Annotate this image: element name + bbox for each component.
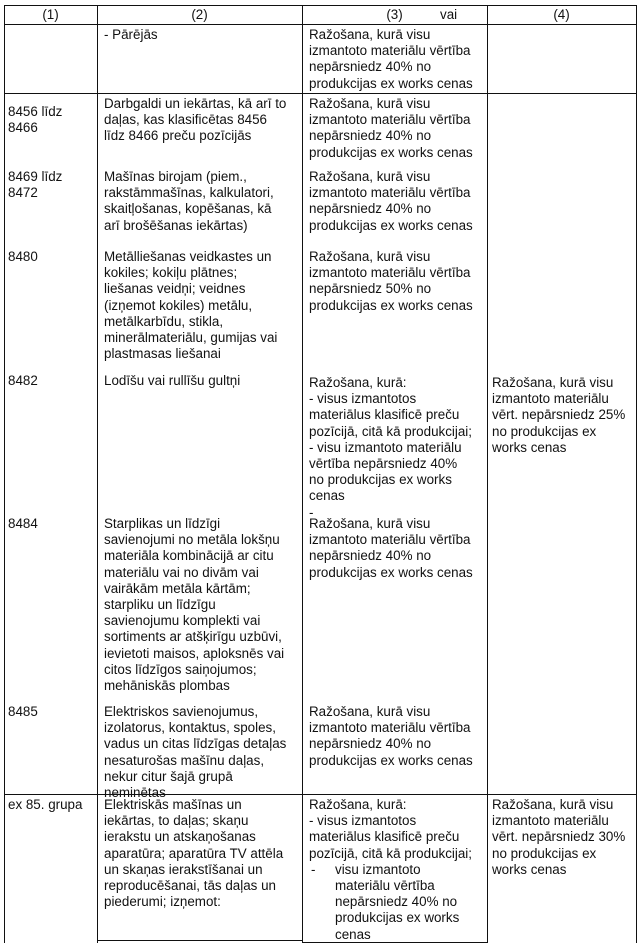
text-line: Elektriskos savienojumus,: [104, 704, 259, 719]
text-line: liešanas veidņi; veidnes: [104, 281, 246, 297]
rule-cell: [309, 375, 472, 521]
code-cell: [8, 104, 62, 136]
text-line: vairākām metāla kārtām;: [104, 580, 251, 596]
text-line: ierakstu un atskaņošanas: [104, 829, 256, 845]
code-cell: [8, 373, 38, 389]
header-col-3: (3): [386, 7, 403, 22]
header-col-2: (2): [191, 7, 208, 22]
rule-cell: [309, 249, 473, 314]
rule-cell: [309, 797, 472, 943]
text-line: neminētas: [104, 785, 166, 801]
text-line: Ražošana, kurā visu: [309, 96, 431, 111]
alternative-rule-cell: [492, 375, 625, 456]
text-line: starpliku un līdzīgu: [104, 597, 216, 613]
text-line: nepārsniedz 40% no: [309, 128, 432, 144]
header-col-4: (4): [553, 7, 570, 22]
row-divider: [4, 794, 637, 795]
text-line: 8472: [8, 185, 38, 201]
row-divider: [4, 93, 637, 94]
text-line: no produkcijas ex works: [309, 472, 452, 488]
text-line: cenas: [335, 926, 371, 942]
rule-cell: [309, 516, 473, 581]
text-line: (izņemot kokiles) metālu,: [104, 297, 253, 313]
text-line: produkcijas ex works cenas: [309, 564, 473, 580]
text-line: 8485: [8, 704, 38, 719]
text-line: no produkcijas ex: [492, 423, 597, 439]
description-cell: [104, 169, 274, 234]
text-line: vērtība nepārsniedz 40%: [309, 456, 458, 472]
text-line: Elektriskās mašīnas un: [104, 797, 242, 812]
text-line: un skaņas ierakstīšanai un: [104, 861, 263, 877]
text-line: 8456 līdz: [8, 104, 63, 119]
text-line: vērt. nepārsniedz 30%: [492, 829, 626, 845]
text-line: izmantoto materiālu: [492, 391, 609, 407]
text-line: 8484: [8, 516, 38, 531]
text-line: metālkarbīdu, stikla,: [104, 313, 224, 329]
description-cell: [104, 373, 240, 389]
description-cell: [104, 516, 284, 694]
text-line: Metālliešanas veidkastes un: [104, 249, 272, 264]
text-line: 8466: [8, 120, 38, 136]
text-line: nepārsniedz 40% no: [309, 59, 432, 75]
text-line: materiālu vai no divām vai: [104, 564, 259, 580]
text-line: - visus izmantotos: [309, 813, 417, 829]
text-line: Ražošana, kurā visu: [492, 797, 614, 812]
text-line: produkcijas ex works: [335, 910, 460, 926]
description-cell: [104, 96, 286, 145]
text-line: produkcijas ex works cenas: [309, 297, 473, 313]
text-line: Ražošana, kurā visu: [309, 516, 431, 531]
alternative-rule-cell: [492, 797, 625, 878]
code-cell: [8, 704, 38, 720]
text-line: 8480: [8, 249, 38, 264]
text-line: savienojumu komplekti vai: [104, 613, 261, 629]
description-cell: [104, 704, 286, 801]
description-cell: [104, 797, 283, 910]
text-line: vadus un citas līdzīgas detaļas: [104, 736, 287, 752]
sub-condition: [309, 862, 472, 943]
text-line: izmantoto materiālu vērtība: [309, 265, 471, 281]
text-line: Ražošana, kurā:: [309, 797, 407, 812]
text-line: izmantoto materiālu vērtība: [309, 532, 471, 548]
text-line: Starplikas un līdzīgi: [104, 516, 221, 531]
text-line: skaitļošanas, kopēšanas, kā: [104, 201, 272, 217]
rule-cell: [309, 169, 473, 234]
text-line: sortiments ar atšķirīgu uzbūvi,: [104, 629, 282, 645]
text-line: produkcijas ex works cenas: [309, 752, 473, 768]
text-line: 8482: [8, 373, 38, 388]
text-line: produkcijas ex works cenas: [309, 75, 473, 91]
text-line: vērt. nepārsniedz 25%: [492, 407, 626, 423]
text-line: materiālus klasificē preču: [309, 407, 460, 423]
text-line: - Pārējās: [104, 27, 158, 42]
partial-bottom-border: [97, 940, 303, 941]
text-line: Ražošana, kurā visu: [309, 27, 431, 42]
description-cell: [104, 27, 158, 43]
text-line: izmantoto materiālu vērtība: [309, 112, 471, 128]
column-divider-2: [302, 5, 303, 943]
code-cell: [8, 249, 38, 265]
text-line: aparatūra; aparatūra TV attēla: [104, 845, 284, 861]
text-line: mehāniskās plombas: [104, 678, 230, 694]
text-line: pozīcijā, citā kā produkcijai;: [309, 423, 472, 439]
rule-cell: [309, 704, 473, 769]
text-line: Ražošana, kurā visu: [309, 169, 431, 184]
text-line: - visus izmantotos: [309, 391, 417, 407]
text-line: produkcijas ex works cenas: [309, 217, 473, 233]
text-line: nepārsniedz 40% no: [309, 548, 432, 564]
text-line: līdz 8466 preču pozīcijās: [104, 128, 252, 144]
text-line: ex 85. grupa: [8, 797, 83, 812]
column-divider-1: [97, 5, 98, 943]
text-line: Ražošana, kurā visu: [492, 375, 614, 390]
text-line: ievietoti maisos, aploksnēs vai: [104, 645, 285, 661]
bullet-dash: -: [311, 861, 316, 877]
text-line: citos līdzīgos saiņojumos;: [104, 661, 257, 677]
text-line: plastmasas liešanai: [104, 346, 221, 362]
text-line: izmantoto materiālu vērtība: [309, 720, 471, 736]
text-line: materiālus klasificē preču: [309, 829, 460, 845]
text-line: materiāla kombinācijā ar citu: [104, 548, 274, 564]
text-line: piederumi; izņemot:: [104, 894, 221, 910]
rule-cell: [309, 27, 473, 92]
text-line: 8469 līdz: [8, 169, 63, 184]
text-line: -: [309, 504, 314, 520]
text-line: nekur citur šajā grupā: [104, 768, 233, 784]
code-cell: [8, 797, 82, 813]
text-line: daļas, kas klasificētas 8456: [104, 112, 268, 128]
text-line: iekārtas, to daļas; skaņu: [104, 813, 249, 829]
code-cell: [8, 169, 62, 201]
text-line: Mašīnas birojam (piem.,: [104, 169, 247, 184]
description-cell: [104, 249, 277, 362]
text-line: izolatorus, kontaktus, spoles,: [104, 720, 276, 736]
text-line: izmantoto materiālu vērtība: [309, 43, 471, 59]
text-line: savienojumi no metāla lokšņu: [104, 532, 280, 548]
text-line: - visu izmantoto materiālu: [309, 439, 462, 455]
text-line: produkcijas ex works cenas: [309, 144, 473, 160]
text-line: Ražošana, kurā:: [309, 375, 407, 390]
text-line: Darbgaldi un iekārtas, kā arī to: [104, 96, 287, 111]
text-line: nepārsniedz 40% no: [309, 201, 432, 217]
text-line: izmantoto materiālu: [492, 813, 609, 829]
text-line: works cenas: [492, 861, 567, 877]
text-line: nepārsniedz 50% no: [309, 281, 432, 297]
text-line: Ražošana, kurā visu: [309, 249, 431, 264]
code-cell: [8, 516, 38, 532]
text-line: minerālmateriālu, gumijas vai: [104, 330, 278, 346]
text-line: reproducēšanai, tās daļas un: [104, 878, 276, 894]
text-line: works cenas: [492, 439, 567, 455]
rule-cell: [309, 96, 473, 161]
text-line: no produkcijas ex: [492, 845, 597, 861]
text-line: kokiles; kokiļu plātnes;: [104, 265, 238, 281]
header-col-1: (1): [42, 7, 59, 22]
column-divider-3: [487, 5, 488, 943]
text-line: nepārsniedz 40% no: [335, 894, 458, 910]
text-line: nepārsniedz 40% no: [309, 736, 432, 752]
text-line: materiālu vērtība: [335, 878, 435, 894]
table-border-left: [4, 5, 5, 943]
text-line: pozīcijā, citā kā produkcijai;: [309, 845, 472, 861]
text-line: cenas: [309, 488, 345, 504]
text-line: nesaturošas mašīnu daļas,: [104, 752, 265, 768]
text-line: izmantoto materiālu vērtība: [309, 185, 471, 201]
text-line: arī brošēšanas iekārtas): [104, 217, 248, 233]
text-line: visu izmantoto: [335, 861, 421, 877]
text-line: Lodīšu vai rullīšu gultņi: [104, 373, 241, 388]
text-line: rakstāmmašīnas, kalkulatori,: [104, 185, 274, 201]
table-border-right: [636, 5, 637, 943]
header-vai: vai: [440, 7, 458, 22]
text-line: Ražošana, kurā visu: [309, 704, 431, 719]
